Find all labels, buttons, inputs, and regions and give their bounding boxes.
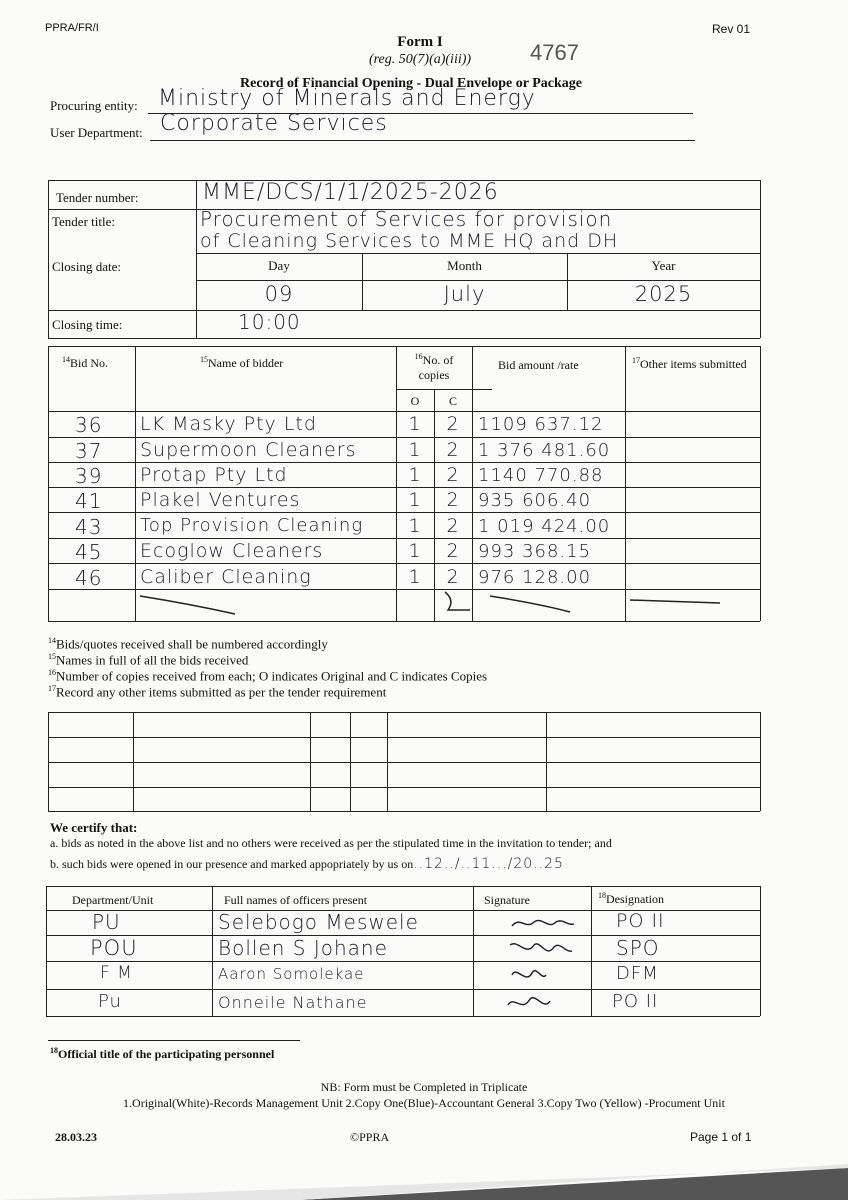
officer-designation: DFM bbox=[616, 963, 659, 984]
bid-amount: 1 376 481.60 bbox=[478, 440, 611, 461]
bid-amount: 993 368.15 bbox=[478, 541, 592, 562]
bid-number: 39 bbox=[75, 464, 103, 488]
bid-number: 43 bbox=[75, 515, 103, 539]
bid-number: 37 bbox=[75, 439, 103, 463]
officer-name: Onneile Nathane bbox=[218, 993, 368, 1012]
year-header: Year bbox=[651, 258, 676, 273]
closing-date-label: Closing date: bbox=[52, 259, 121, 274]
bidder-name: Plakel Ventures bbox=[140, 489, 301, 511]
bidder-name: Ecoglow Cleaners bbox=[140, 540, 324, 562]
certify-title: We certify that: bbox=[50, 820, 138, 835]
footnote-17: $^{17}$Record any other items submitted as per the tender requirement bbox=[48, 684, 387, 700]
closing-time-value: 10:00 bbox=[238, 310, 301, 334]
col-bid-amount-header: Bid amount /rate bbox=[498, 358, 579, 372]
signature-image bbox=[508, 963, 548, 987]
officer-department: PU bbox=[92, 910, 121, 934]
bidder-name: Top Provision Cleaning bbox=[140, 515, 364, 536]
opening-date: ..12../..11.../20..25 bbox=[413, 856, 564, 872]
officer-department: POU bbox=[90, 936, 138, 960]
closing-year-value: 2025 bbox=[634, 282, 693, 306]
signature-image bbox=[508, 912, 578, 934]
original-count: 1 bbox=[408, 540, 422, 562]
col-copies-c-header: C bbox=[448, 394, 457, 408]
col-officer-names-header: Full names of officers present bbox=[224, 893, 368, 907]
stamp-number: 4767 bbox=[530, 40, 579, 65]
col-copies-header: $^{16}$No. of copies bbox=[414, 352, 454, 382]
original-count: 1 bbox=[408, 439, 422, 461]
signature-image bbox=[504, 991, 554, 1015]
regulation-reference: (reg. 50(7)(a)(iii)) bbox=[368, 52, 472, 67]
bid-amount: 1 019 424.00 bbox=[478, 516, 611, 537]
closing-day-value: 09 bbox=[264, 282, 294, 306]
copy-count: 2 bbox=[446, 489, 460, 511]
bid-amount: 976 128.00 bbox=[478, 567, 592, 588]
tender-title-label: Tender title: bbox=[52, 214, 115, 229]
officer-designation: PO II bbox=[612, 991, 659, 1012]
officer-designation: PO II bbox=[616, 910, 665, 932]
day-header: Day bbox=[268, 258, 290, 273]
revision-label: Rev 01 bbox=[712, 22, 751, 36]
user-department-value: Corporate Services bbox=[160, 111, 388, 136]
copy-count: 2 bbox=[446, 413, 460, 435]
col-department-header: Department/Unit bbox=[72, 893, 154, 907]
footer-date: 28.03.23 bbox=[55, 1130, 97, 1144]
officer-name: Selebogo Meswele bbox=[218, 910, 419, 934]
closing-time-label: Closing time: bbox=[52, 317, 123, 332]
footnote-divider bbox=[48, 1040, 300, 1041]
user-department-label: User Department: bbox=[50, 125, 143, 140]
scan-edge-shadow bbox=[0, 1150, 848, 1200]
original-count: 1 bbox=[408, 413, 422, 435]
procuring-entity-label: Procuring entity: bbox=[50, 98, 138, 113]
form-title: Form I bbox=[397, 34, 443, 50]
copy-count: 2 bbox=[446, 566, 460, 588]
bidder-name: Supermoon Cleaners bbox=[140, 439, 357, 461]
col-designation-header: $^{18}$Designation bbox=[598, 891, 664, 906]
col-signature-header: Signature bbox=[484, 893, 530, 907]
copy-count: 2 bbox=[446, 464, 460, 486]
copy-count: 2 bbox=[446, 515, 460, 537]
form-code: PPRA/FR/I bbox=[45, 22, 99, 34]
bidder-name: Caliber Cleaning bbox=[140, 566, 312, 588]
original-count: 1 bbox=[408, 489, 422, 511]
footnote-15: $^{15}$Names in full of all the bids received bbox=[48, 652, 249, 668]
officer-name: Bollen S Johane bbox=[218, 936, 388, 960]
col-bid-no-header: $^{14}$Bid No. bbox=[62, 355, 109, 370]
record-title: Record of Financial Opening - Dual Envelope or Package bbox=[240, 76, 582, 91]
certify-statement-b: b. such bids were opened in our presence and marked appopriately by us on..12../..11.../20..25 bbox=[50, 856, 564, 872]
bid-amount: 935 606.40 bbox=[478, 490, 592, 511]
closing-month-value: July bbox=[443, 282, 486, 306]
original-count: 1 bbox=[408, 464, 422, 486]
page-number: Page 1 of 1 bbox=[690, 1130, 752, 1144]
bid-number: 41 bbox=[75, 489, 103, 513]
col-other-items-header: $^{17}$Other items submitted bbox=[632, 356, 747, 371]
bidder-name: LK Masky Pty Ltd bbox=[140, 413, 317, 435]
bid-number: 36 bbox=[75, 413, 103, 437]
tender-number-label: Tender number: bbox=[56, 190, 139, 205]
bid-number: 45 bbox=[75, 540, 103, 564]
copy-count: 2 bbox=[446, 540, 460, 562]
original-count: 1 bbox=[408, 566, 422, 588]
tender-title-line1: Procurement of Services for provision bbox=[200, 207, 613, 231]
procuring-entity-value: Ministry of Minerals and Energy bbox=[158, 86, 536, 111]
officer-designation: SPO bbox=[616, 936, 660, 960]
officer-department: F M bbox=[100, 963, 133, 983]
footnote-16: $^{16}$Number of copies received from each; O indicates Original and C indicates Copies bbox=[48, 668, 488, 684]
footer-copyright: ©PPRA bbox=[350, 1130, 390, 1144]
col-bidder-name-header: $^{15}$Name of bidder bbox=[200, 355, 284, 370]
bid-number: 46 bbox=[75, 566, 103, 590]
tender-number-value: MME/DCS/1/1/2025-2026 bbox=[202, 180, 499, 205]
bidder-name: Protap Pty Ltd bbox=[140, 464, 288, 486]
officer-name: Aaron Somolekae bbox=[218, 965, 365, 983]
col-original-header: O bbox=[410, 394, 420, 408]
certify-statement-a: a. bids as noted in the above list and no others were received as per the stipulated time in the invitation to tender; and bbox=[50, 836, 612, 850]
bid-amount: 1140 770.88 bbox=[478, 465, 604, 486]
month-header: Month bbox=[447, 258, 482, 273]
footnote-14: $^{14}$Bids/quotes received shall be numbered accordingly bbox=[48, 636, 328, 652]
bid-amount: 1109 637.12 bbox=[478, 414, 604, 435]
signature-image bbox=[504, 937, 574, 961]
officer-department: Pu bbox=[98, 991, 122, 1012]
copies-distribution: 1.Original(White)-Records Management Unit 2.Copy One(Blue)-Accountant General 3.Copy Two (Yellow) -Procument Unit bbox=[123, 1096, 725, 1110]
footnote-18: $^{18}$Official title of the participating personnel bbox=[50, 1046, 275, 1061]
triplicate-note: NB: Form must be Completed in Triplicate bbox=[320, 1080, 528, 1094]
copy-count: 2 bbox=[446, 439, 460, 461]
tender-title-line2: of Cleaning Services to MME HQ and DH bbox=[200, 230, 619, 252]
original-count: 1 bbox=[408, 515, 422, 537]
